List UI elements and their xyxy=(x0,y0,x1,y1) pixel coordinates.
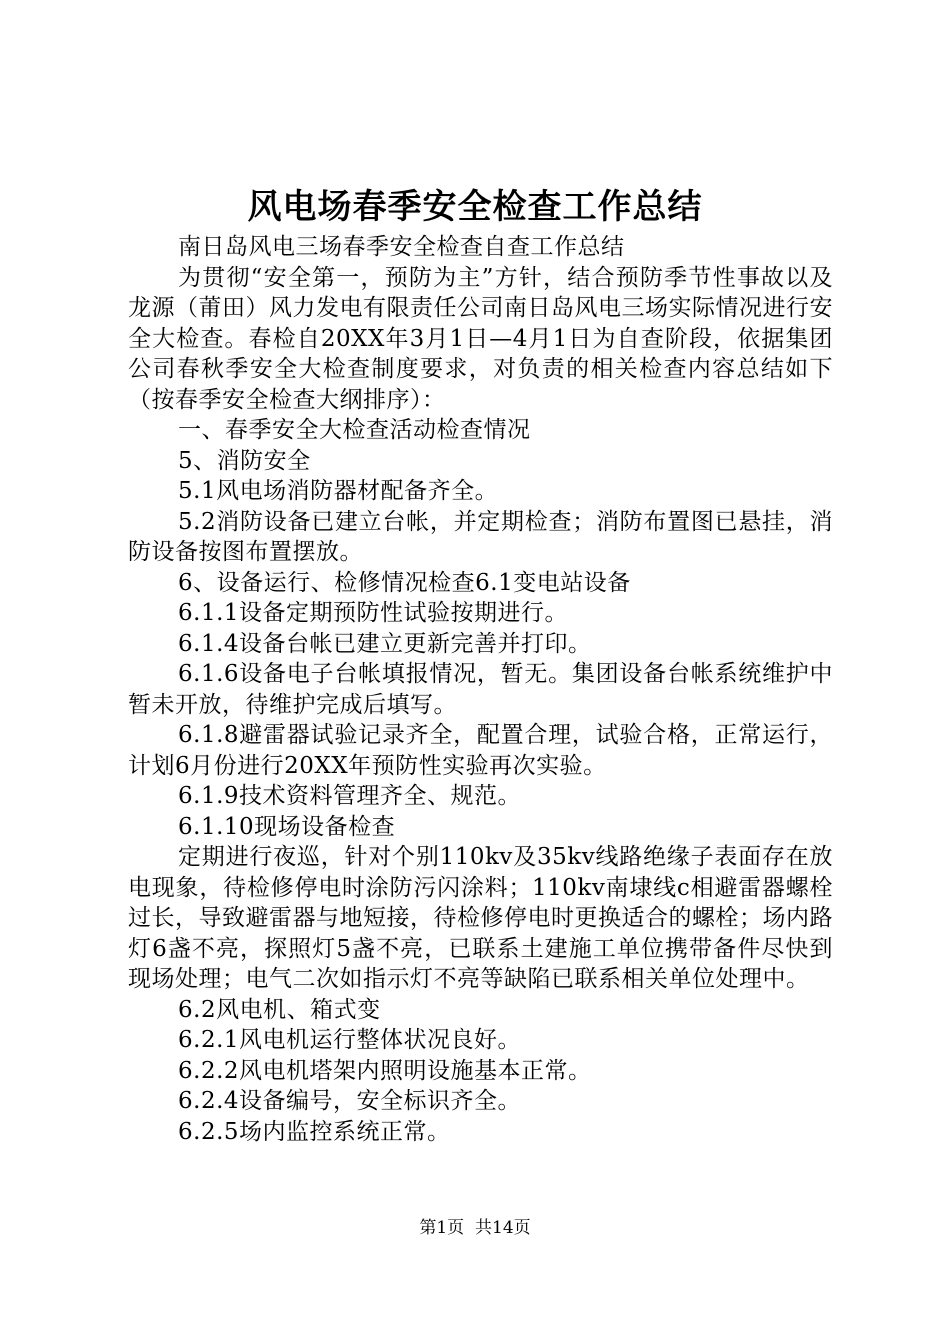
paragraph-body: 定期进行夜巡，针对个别110kv及35kv线路绝缘子表面存在放电现象，待检修停电时涂防污闪涂料；110kv南埭线c相避雷器螺栓过长，导致避雷器与地短接，待检修停电时更换适合的螺栓；场内路灯6盏不亮，探照灯5盏不亮，已联系土建施工单位携带备件尽快到现场处理；电气二次如指示灯不亮等缺陷已联系相关单位处理中。 xyxy=(128,844,833,992)
paragraph-intro: 为贯彻“安全第一，预防为主”方针，结合预防季节性事故以及龙源（莆田）风力发电有限责任公司南日岛风电三场实际情况进行安全大检查。春检自20XX年3月1日—4月1日为自查阶段，依据集团公司春秋季安全大检查制度要求，对负责的相关检查内容总结如下（按春季安全检查大纲排序）： xyxy=(128,264,833,413)
section-heading: 6、设备运行、检修情况检查6.1变电站设备 xyxy=(178,569,631,596)
list-item: 6.2.2风电机塔架内照明设施基本正常。 xyxy=(178,1057,592,1084)
list-item: 6.1.1设备定期预防性试验按期进行。 xyxy=(178,600,569,626)
list-item: 6.1.6设备电子台帐填报情况，暂无。集团设备台帐系统维护中暂未开放，待维护完成后填写。 xyxy=(128,661,833,718)
page-number: 第1页 xyxy=(419,1218,465,1238)
list-item: 5.1风电场消防器材配备齐全。 xyxy=(178,478,499,504)
list-item: 6.2.1风电机运行整体状况良好。 xyxy=(178,1027,522,1053)
list-item: 6.2.4设备编号，安全标识齐全。 xyxy=(178,1088,522,1114)
list-item: 6.1.8避雷器试验记录齐全，配置合理，试验合格，正常运行，计划6月份进行20XX年预防性实验再次实验。 xyxy=(128,722,833,779)
section-heading: 6.2风电机、箱式变 xyxy=(178,996,381,1023)
document-body xyxy=(128,232,833,1147)
page-footer xyxy=(0,1216,950,1240)
list-item: 6.2.5场内监控系统正常。 xyxy=(178,1118,451,1145)
section-heading: 一、春季安全大检查活动检查情况 xyxy=(178,417,531,443)
document-title: 风电场春季安全检查工作总结 xyxy=(247,187,703,227)
list-item: 5.2消防设备已建立台帐，并定期检查；消防布置图已悬挂，消防设备按图布置摆放。 xyxy=(128,508,833,565)
section-heading: 6.1.10现场设备检查 xyxy=(178,813,396,840)
list-item: 6.1.4设备台帐已建立更新完善并打印。 xyxy=(178,630,592,657)
section-heading: 5、消防安全 xyxy=(178,447,311,474)
page-total: 共14页 xyxy=(475,1218,531,1238)
list-item: 6.1.9技术资料管理齐全、规范。 xyxy=(178,783,522,809)
paragraph-subtitle: 南日岛风电三场春季安全检查自查工作总结 xyxy=(178,234,625,260)
